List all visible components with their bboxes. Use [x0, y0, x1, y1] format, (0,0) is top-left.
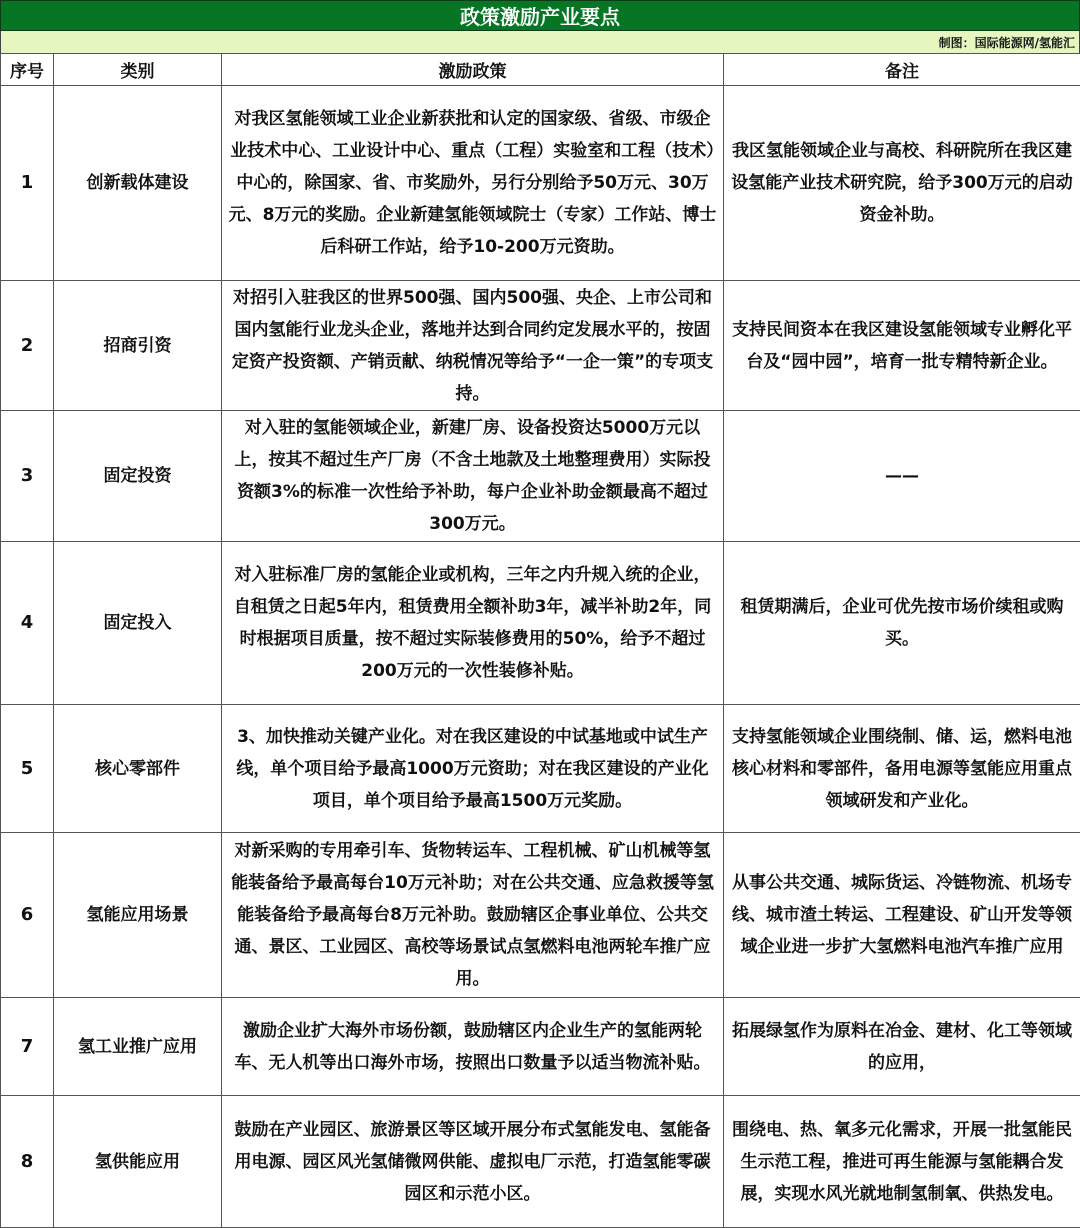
row-number: 8: [1, 1096, 54, 1228]
row-category: 固定投资: [54, 411, 222, 542]
header-row: [1, 54, 1080, 86]
row-note: 围绕电、热、氧多元化需求，开展一批氢能民生示范工程，推进可再生能源与氢能耦合发展，实现水风光就地制氢制氧、供热发电。: [724, 1096, 1080, 1228]
row-policy: 鼓励在产业园区、旅游景区等区域开展分布式氢能发电、氢能备用电源、园区风光氢储微网供能、虚拟电厂示范，打造氢能零碳园区和示范小区。: [222, 1096, 724, 1228]
credit-line: 制图：国际能源网/氢能汇: [0, 31, 1080, 53]
row-policy: 对入驻的氢能领域企业，新建厂房、设备投资达5000万元以上，按其不超过生产厂房（不含土地款及土地整理费用）实际投资额3%的标准一次性给予补助，每户企业补助金额最高不超过300万元。: [222, 411, 724, 542]
row-policy: 激励企业扩大海外市场份额，鼓励辖区内企业生产的氢能两轮车、无人机等出口海外市场，按照出口数量予以适当物流补贴。: [222, 998, 724, 1096]
row-category: 氢能应用场景: [54, 833, 222, 998]
row-note: 租赁期满后，企业可优先按市场价续租或购买。: [724, 542, 1080, 705]
row-note: 拓展绿氢作为原料在冶金、建材、化工等领域的应用，: [724, 998, 1080, 1096]
table-row: [1, 86, 1080, 281]
row-number: 3: [1, 411, 54, 542]
row-note: 从事公共交通、城际货运、冷链物流、机场专线、城市渣土转运、工程建设、矿山开发等领域企业进一步扩大氢燃料电池汽车推广应用: [724, 833, 1080, 998]
table-row: [1, 833, 1080, 998]
row-number: 4: [1, 542, 54, 705]
header-note: 备注: [724, 54, 1080, 86]
row-policy: 对新采购的专用牵引车、货物转运车、工程机械、矿山机械等氢能装备给予最高每台10万元补助；对在公共交通、应急救援等氢能装备给予最高每台8万元补助。鼓励辖区企事业单位、公共交通、景区、工业园区、高校等场景试点氢燃料电池两轮车推广应用。: [222, 833, 724, 998]
row-number: 7: [1, 998, 54, 1096]
row-note: 我区氢能领域企业与高校、科研院所在我区建设氢能产业技术研究院，给予300万元的启动资金补助。: [724, 86, 1080, 281]
row-policy: 对招引入驻我区的世界500强、国内500强、央企、上市公司和国内氢能行业龙头企业，落地并达到合同约定发展水平的，按固定资产投资额、产销贡献、纳税情况等给予“一企一策”的专项支持。: [222, 281, 724, 411]
row-category: 招商引资: [54, 281, 222, 411]
table-row: [1, 998, 1080, 1096]
row-policy: 3、加快推动关键产业化。对在我区建设的中试基地或中试生产线，单个项目给予最高1000万元资助；对在我区建设的产业化项目，单个项目给予最高1500万元奖励。: [222, 705, 724, 833]
row-number: 5: [1, 705, 54, 833]
row-policy: 对我区氢能领域工业企业新获批和认定的国家级、省级、市级企业技术中心、工业设计中心、重点（工程）实验室和工程（技术）中心的，除国家、省、市奖励外，另行分别给予50万元、30万元、8万元的奖励。企业新建氢能领域院士（专家）工作站、博士后科研工作站，给予10-200万元资助。: [222, 86, 724, 281]
row-policy: 对入驻标准厂房的氢能企业或机构，三年之内升规入统的企业，自租赁之日起5年内，租赁费用全额补助3年，减半补助2年，同时根据项目质量，按不超过实际装修费用的50%，给予不超过200万元的一次性装修补贴。: [222, 542, 724, 705]
row-category: 核心零部件: [54, 705, 222, 833]
table-row: [1, 1096, 1080, 1228]
row-category: 氢工业推广应用: [54, 998, 222, 1096]
header-policy: 激励政策: [222, 54, 724, 86]
row-category: 创新载体建设: [54, 86, 222, 281]
row-note: 支持民间资本在我区建设氢能领域专业孵化平台及“园中园”，培育一批专精特新企业。: [724, 281, 1080, 411]
table-title: 政策激励产业要点: [0, 0, 1080, 31]
row-number: 1: [1, 86, 54, 281]
header-no: 序号: [1, 54, 54, 86]
table-row: [1, 542, 1080, 705]
policy-table: [0, 53, 1080, 1228]
row-note: 支持氢能领域企业围绕制、储、运，燃料电池核心材料和零部件，备用电源等氢能应用重点领域研发和产业化。: [724, 705, 1080, 833]
row-note: ——: [724, 411, 1080, 542]
row-number: 6: [1, 833, 54, 998]
table-row: [1, 705, 1080, 833]
header-category: 类别: [54, 54, 222, 86]
row-category: 氢供能应用: [54, 1096, 222, 1228]
row-number: 2: [1, 281, 54, 411]
row-category: 固定投入: [54, 542, 222, 705]
table-row: [1, 411, 1080, 542]
table-row: [1, 281, 1080, 411]
